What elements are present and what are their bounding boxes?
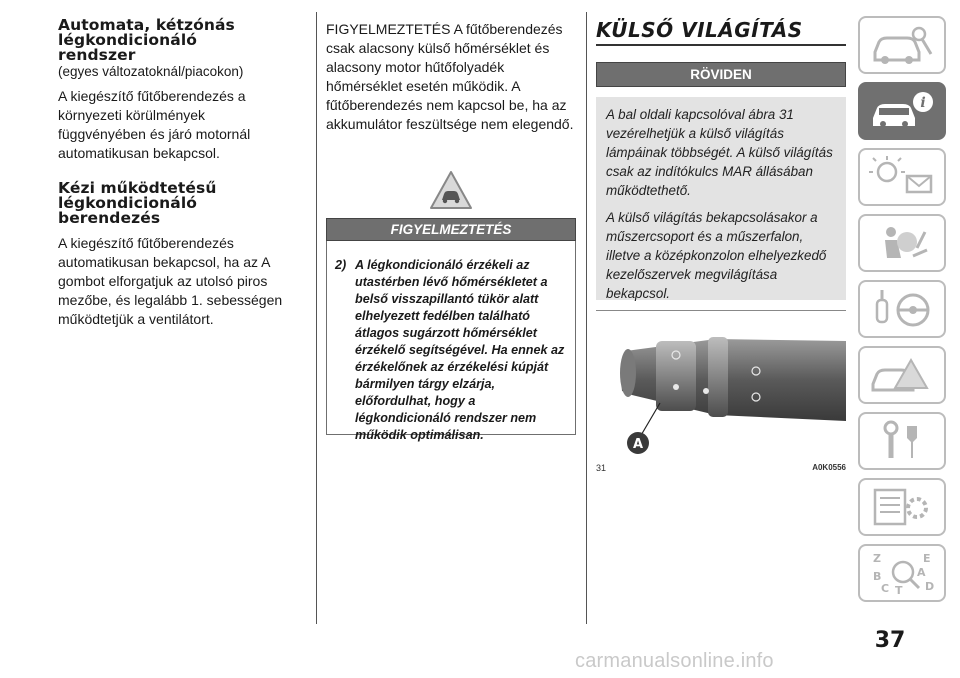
warning-item-number: 2) [335,258,347,272]
column-middle [326,20,576,442]
index-letter: T [895,584,903,596]
heading-line: Automata, kétzónás [58,16,235,34]
alphabet-index-icon [867,550,937,596]
wrench-maintenance-icon [867,418,937,464]
heading-subtitle: (egyes változatoknál/piacokon) [58,64,244,79]
column-divider-1 [316,12,317,624]
car-info-icon [867,88,937,134]
paragraph-warning-note: FIGYELMEZTETÉS A fűtőberendezés csak alacsony külső hőmérséklet és alacsony motor hűtőfolyadék hőmérséklet esetén működik. A fűtőberendezés nem kapcsol be, ha az akkumulátor feszültsége nem elegendő. [326,21,574,132]
heading-line: légkondicionáló [58,194,198,212]
tab-key-steering[interactable] [858,280,946,338]
heading-kezi [58,181,296,226]
figure-caption [596,463,846,473]
figure-code: A0K0556 [812,463,846,472]
car-crash-icon [867,352,937,398]
figure-number: 31 [596,463,607,473]
warning-box [326,241,576,442]
watermark: carmanualsonline.info [575,650,774,672]
index-letter: A [917,566,926,579]
warning-item [335,257,565,444]
heading-line: légkondicionáló [58,31,198,49]
svg-text:i: i [920,95,926,111]
index-letter: B [873,570,882,583]
warning-icon-wrap [326,170,576,210]
heading-line: rendszer [58,46,136,64]
light-switch-stalk-illustration [596,311,846,461]
tab-car-info[interactable] [858,82,946,140]
heading-line: berendezés [58,209,161,227]
chapter-tabs [858,16,948,610]
tab-airbag-seat[interactable] [858,214,946,272]
spec-sheet-gear-icon [867,484,937,530]
airbag-seat-icon [867,220,937,266]
paragraph-auto-heater: A kiegészítő fűtőberendezés a környezeti körülmények függvényében és járó motornál automatikusan bekapcsol. [58,88,251,161]
summary-paragraph-1: A bal oldali kapcsolóval ábra 31 vezérelhetjük a külső világítás lámpáinak többségét. A külső világítás csak az indítókulcs MAR állásában működtethető. [606,107,833,198]
tab-car-crash[interactable] [858,346,946,404]
tab-car-tools[interactable] [858,16,946,74]
paragraph-manual-heater: A kiegészítő fűtőberendezés automatikusan bekapcsol, ha az A gombot elforgatjuk az utolsó piros mezőbe, és legalább 1. sebességen működtetjük a ventilátort. [58,235,283,327]
key-steering-icon [867,286,937,332]
summary-box [596,97,846,300]
car-tools-icon [867,22,937,68]
column-left [58,18,296,341]
index-letter: E [923,552,931,565]
warning-title-bar: FIGYELMEZTETÉS [326,218,576,241]
column-right [596,18,846,300]
tab-specs[interactable] [858,478,946,536]
tab-maintenance[interactable] [858,412,946,470]
warning-lights-icon [867,154,937,200]
warning-item-text: A légkondicionáló érzékeli az utastérben lévő hőmérsékletet a belső visszapillantó tükör alatt elhelyezett fedélben található átlagos sugárzott hőmérséklet érzékelő segítségével. Ha ennek az érzékelőnek az érzékelési kúpját bármilyen tárgy elzárja, előfordulhat, hogy a légkondicionáló rendszer nem működik optimálisan. [355,258,565,442]
page-number: 37 [874,628,906,653]
figure-callout-a: A [632,437,644,452]
summary-label-bar: RÖVIDEN [596,62,846,87]
index-letter: D [925,580,935,593]
heading-automata [58,18,296,63]
summary-paragraph-2: A külső világítás bekapcsolásakor a műszercsoport és a műszerfalon, illetve a középkonzolon elhelyezkedő kezelőszervek megvilágítása bekapcsol. [606,210,827,301]
heading-line: Kézi működtetésű [58,179,217,197]
index-letter: Z [873,552,881,565]
tab-warning-lights[interactable] [858,148,946,206]
figure-light-switch [596,310,846,461]
column-divider-2 [586,12,587,624]
tab-alphabet-index[interactable] [858,544,946,602]
car-warning-triangle-icon [429,170,473,210]
section-title: KÜLSŐ VILÁGÍTÁS [596,18,803,42]
index-letter: C [881,582,890,595]
title-rule [596,44,846,46]
